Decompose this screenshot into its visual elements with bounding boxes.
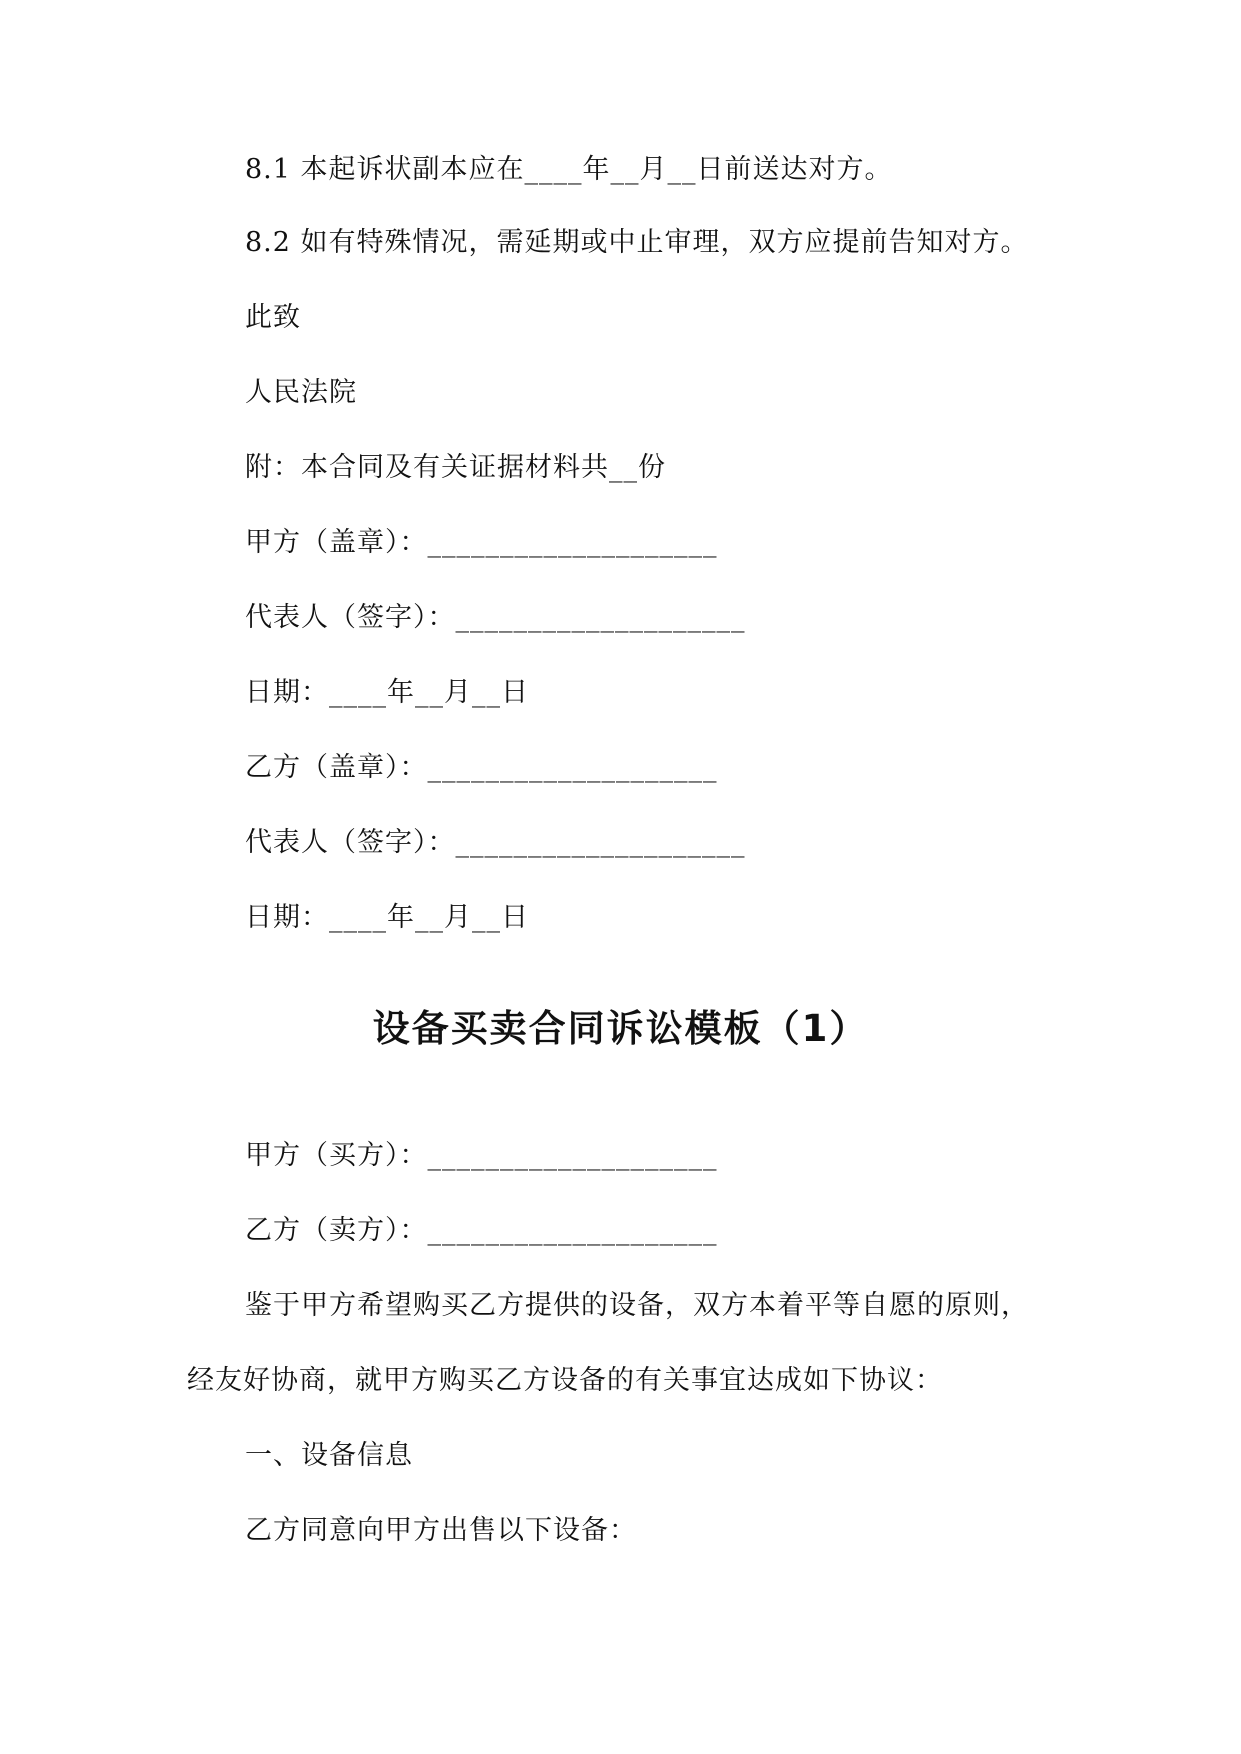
party-b-date-field: 日期：____年__月__日 [245, 902, 529, 933]
preamble-line-2: 经友好协商，就甲方购买乙方设备的有关事宜达成如下协议： [187, 1365, 943, 1396]
clause-8-2: 8.2 如有特殊情况，需延期或中止审理，双方应提前告知对方。 [245, 227, 1029, 258]
section-1-text: 乙方同意向甲方出售以下设备： [245, 1515, 637, 1546]
buyer-party-field: 甲方（买方）：____________________ [245, 1140, 718, 1171]
salutation: 此致 [245, 302, 301, 333]
addressee: 人民法院 [245, 377, 357, 408]
party-b-representative-field: 代表人（签字）：____________________ [245, 827, 746, 858]
party-a-date-field: 日期：____年__月__日 [245, 677, 529, 708]
section-1-heading: 一、设备信息 [245, 1440, 413, 1471]
party-a-representative-field: 代表人（签字）：____________________ [245, 602, 746, 633]
party-b-seal-field: 乙方（盖章）：____________________ [245, 752, 718, 783]
seller-party-field: 乙方（卖方）：____________________ [245, 1215, 718, 1246]
clause-8-1: 8.1 本起诉状副本应在____年__月__日前送达对方。 [245, 154, 893, 185]
party-a-seal-field: 甲方（盖章）：____________________ [245, 527, 718, 558]
preamble-line-1: 鉴于甲方希望购买乙方提供的设备，双方本着平等自愿的原则， [245, 1290, 1029, 1321]
attachment-note: 附：本合同及有关证据材料共__份 [245, 452, 666, 483]
contract-title: 设备买卖合同诉讼模板（1） [372, 1007, 869, 1050]
